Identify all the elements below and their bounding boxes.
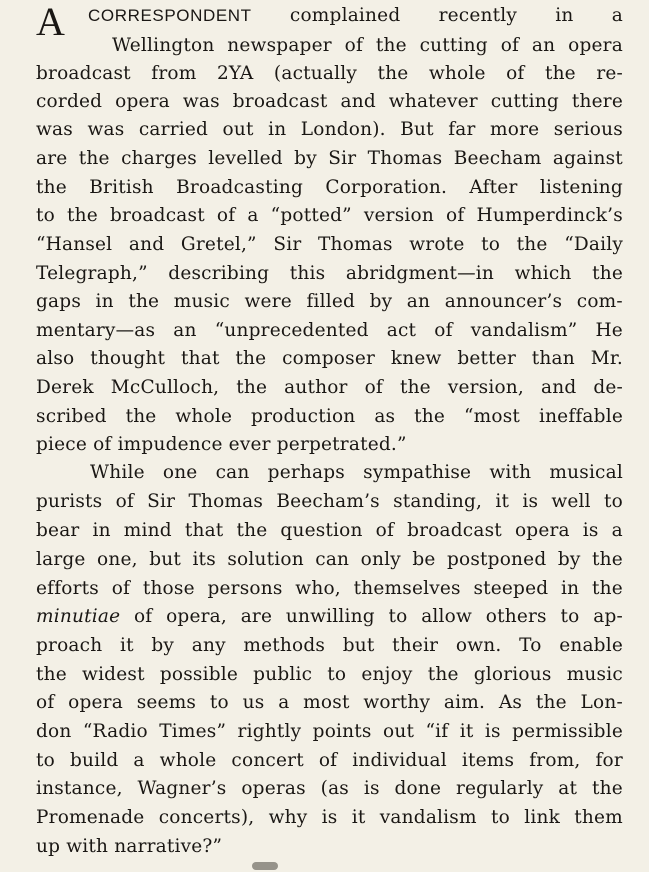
text-line: gaps in the music were filled by an announcer’s com- xyxy=(36,291,623,312)
drop-cap: A xyxy=(36,0,65,44)
text-line: scribed the whole production as the “most ineffable xyxy=(36,406,623,427)
text-line: don “Radio Times” rightly points out “if it is permissible xyxy=(36,721,623,742)
text-line: efforts of those persons who, themselves steeped in the xyxy=(36,578,623,599)
text-line: to the broadcast of a “potted” version of Humperdinck’s xyxy=(36,205,623,226)
text-line: While one can perhaps sympathise with musical xyxy=(90,462,623,483)
text-line: piece of impudence ever perpetrated.” xyxy=(36,434,407,455)
text-line: Telegraph,” describing this abridgment—in which the xyxy=(36,263,623,284)
ink-smudge xyxy=(252,862,278,870)
text-line: to build a whole concert of individual items from, for xyxy=(36,750,623,771)
text-line: also thought that the composer knew better than Mr. xyxy=(36,348,623,369)
text-line: purists of Sir Thomas Beecham’s standing, it is well to xyxy=(36,491,623,512)
text-line: proach it by any methods but their own. To enable xyxy=(36,635,623,656)
text-line: Derek McCulloch, the author of the version, and de- xyxy=(36,377,623,398)
text-line: the widest possible public to enjoy the glorious music xyxy=(36,664,623,685)
text-line: up with narrative?” xyxy=(36,836,223,857)
text-line: the British Broadcasting Corporation. After listening xyxy=(36,177,623,198)
text-line: large one, but its solution can only be postponed by the xyxy=(36,549,623,570)
text-line: broadcast from 2YA (actually the whole of the re- xyxy=(36,63,623,84)
text-line: Wellington newspaper of the cutting of an opera xyxy=(112,35,623,56)
text-line: bear in mind that the question of broadcast opera is a xyxy=(36,520,623,541)
text-line: minutiae of opera, are unwilling to allow others to ap- xyxy=(36,606,623,627)
text-line: “Hansel and Gretel,” Sir Thomas wrote to the “Daily xyxy=(36,234,623,255)
text-line: of opera seems to us a most worthy aim. As the Lon- xyxy=(36,692,623,713)
text-line: mentary—as an “unprecedented act of vandalism” He xyxy=(36,320,623,341)
text-line: instance, Wagner’s operas (as is done regularly at the xyxy=(36,778,623,799)
text-line: corded opera was broadcast and whatever cutting there xyxy=(36,91,623,112)
text-line: CORRESPONDENT complained recently in a xyxy=(88,5,623,26)
text-line: are the charges levelled by Sir Thomas Beecham against xyxy=(36,148,623,169)
text-line: Promenade concerts), why is it vandalism to link them xyxy=(36,807,623,828)
text-line: was was carried out in London). But far more serious xyxy=(36,119,623,140)
